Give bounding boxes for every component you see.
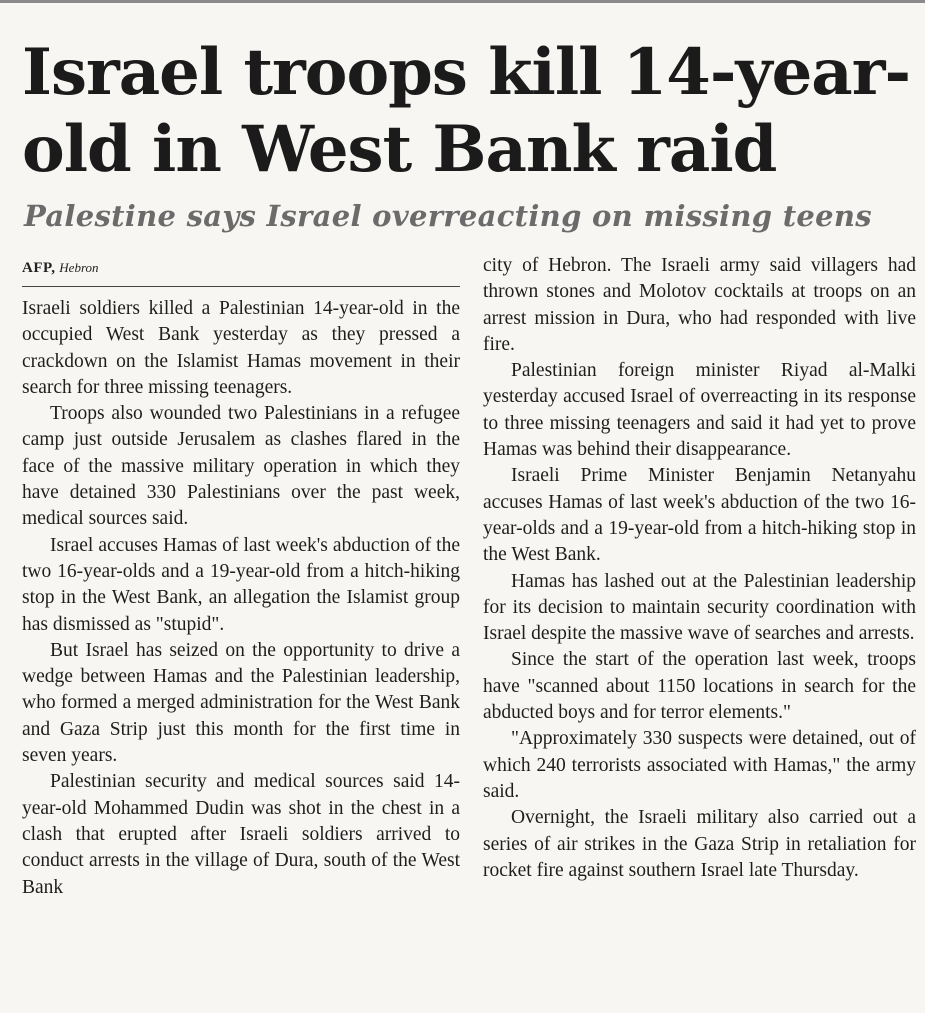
agency-name: AFP, (22, 260, 56, 276)
paragraph: Overnight, the Israeli military also carried out a series of air strikes in the Gaza Strip in retaliation for rocket fire against southern Israel late Thursday. (483, 807, 916, 881)
top-border-rule (0, 0, 925, 3)
paragraph: Troops also wounded two Palestinians in a refugee camp just outside Jerusalem as clashes flared in the face of the massive military operation in which they have detained 330 Palestinians over the past week, medical sources said. (22, 403, 460, 530)
paragraph: Since the start of the operation last week, troops have "scanned about 1150 locations in search for the abducted boys and for terror elements." (483, 649, 916, 724)
paragraph: city of Hebron. The Israeli army said villagers had thrown stones and Molotov cocktails at troops on an arrest mission in Dura, who had responded with live fire. (483, 255, 916, 355)
paragraph: But Israel has seized on the opportunity to drive a wedge between Hamas and the Palestinian leadership, who formed a merged administration for the West Bank and Gaza Strip just this month for the first time in seven years. (22, 639, 460, 767)
subheadline: Palestine says Israel overreacting on missing teens (24, 199, 872, 233)
paragraph: Palestinian security and medical sources said 14-year-old Mohammed Dudin was shot in the chest in a clash that erupted after Israeli soldiers arrived to conduct arrests in the village of Dura, south of the West Bank (22, 771, 460, 898)
paragraph: Hamas has lashed out at the Palestinian leadership for its decision to maintain security coordination with Israel despite the massive wave of searches and arrests. (483, 570, 916, 645)
left-column (22, 296, 460, 901)
paragraph: Israeli soldiers killed a Palestinian 14-year-old in the occupied West Bank yesterday as they pressed a crackdown on the Islamist Hamas movement in their search for three missing teenagers. (22, 298, 460, 398)
dateline-location: Hebron (59, 260, 99, 275)
byline-rule (22, 286, 460, 287)
paragraph: "Approximately 330 suspects were detained, out of which 240 terrorists associated with Hamas," the army said. (483, 728, 916, 802)
headline-line-1: Israel troops kill 14-year- (22, 35, 911, 110)
right-column (483, 253, 916, 884)
paragraph: Israeli Prime Minister Benjamin Netanyahu accuses Hamas of last week's abduction of the two 16-year-olds and a 19-year-old from a hitch-hiking stop in the West Bank. (483, 465, 916, 566)
headline (22, 34, 912, 188)
paragraph: Palestinian foreign minister Riyad al-Malki yesterday accused Israel of overreacting in its response to three missing teenagers and said it had yet to prove Hamas was behind their disappearance. (483, 360, 916, 461)
dateline (22, 258, 99, 278)
headline-line-2: old in West Bank raid (22, 112, 777, 187)
paragraph: Israel accuses Hamas of last week's abduction of the two 16-year-olds and a 19-year-old from a hitch-hiking stop in the West Bank, an allegation the Islamist group has dismissed as "stupid". (22, 534, 460, 635)
